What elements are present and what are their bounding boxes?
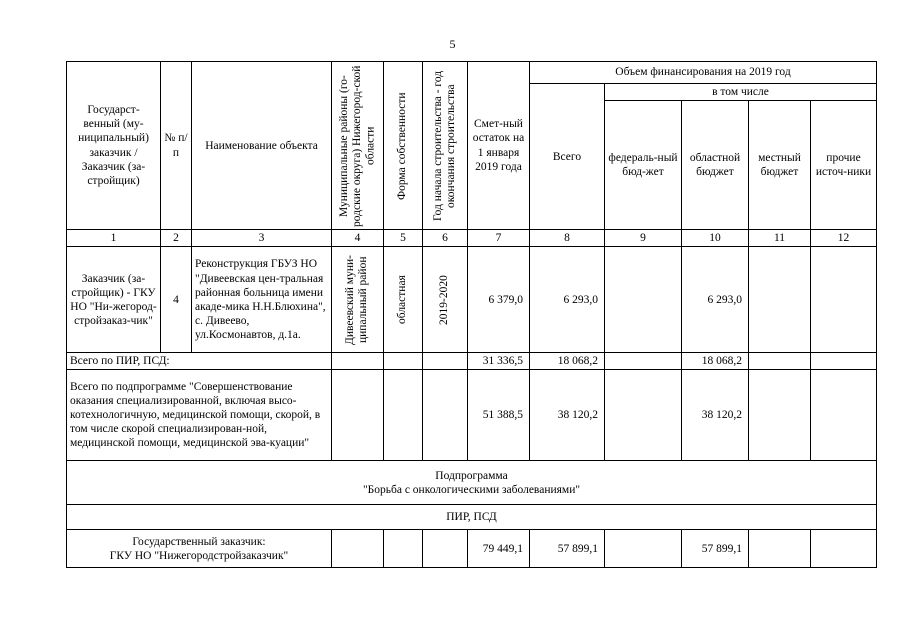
- col-num-7: 7: [468, 230, 530, 247]
- col-num-4: 4: [332, 230, 384, 247]
- state-customer-line1: Государственный заказчик:: [132, 535, 266, 548]
- total-subprogram-label: Всего по подпрограмме "Совершенствование оказания специализированной, включая высо-котехнологичную, медицинской помощи, скорой, в том числе скорой специализирован-ной, медицинской помощи, медицинской эва-куации": [67, 370, 332, 461]
- header-years: Год начала строительства - год окончания строительства: [431, 70, 457, 221]
- header-total: Всего: [530, 84, 605, 230]
- object-total: 6 293,0: [530, 247, 605, 353]
- object-np: 4: [161, 247, 192, 353]
- table-row-pir-header: [67, 505, 877, 530]
- total-pir-regional: 18 068,2: [682, 353, 749, 370]
- col-num-1: 1: [67, 230, 161, 247]
- object-years: 2019-2020: [438, 274, 451, 325]
- col-num-8: 8: [530, 230, 605, 247]
- header-customer: Государст-венный (му-ниципальный) заказчик / Заказчик (за-стройщик): [67, 62, 161, 230]
- object-ownership: областная: [396, 275, 409, 324]
- table-row-object: [67, 247, 877, 353]
- object-federal: [605, 247, 682, 353]
- col-num-10: 10: [682, 230, 749, 247]
- total-subprogram-remainder: 51 388,5: [468, 370, 530, 461]
- col-num-5: 5: [384, 230, 423, 247]
- state-customer-total: 57 899,1: [530, 530, 605, 568]
- col-num-12: 12: [811, 230, 877, 247]
- table-row-subprogram: [67, 461, 877, 505]
- total-subprogram-total: 38 120,2: [530, 370, 605, 461]
- header-municipal: Муниципальные районы (го-родские округа) Нижегород-ской области: [337, 64, 377, 227]
- page-number: 5: [449, 37, 456, 51]
- pir-header: ПИР, ПСД: [67, 505, 877, 530]
- total-pir-remainder: 31 336,5: [468, 353, 530, 370]
- object-regional: 6 293,0: [682, 247, 749, 353]
- state-customer-remainder: 79 449,1: [468, 530, 530, 568]
- header-financing: Объем финансирования на 2019 год: [530, 62, 877, 84]
- total-pir-label: Всего по ПИР, ПСД:: [67, 353, 332, 370]
- object-customer: Заказчик (за-стройщик) - ГКУ НО "Ни-жегород-стройзаказ-чик": [67, 247, 161, 353]
- header-other: прочие источ-ники: [811, 101, 877, 230]
- subprogram-line2: "Борьба с онкологическими заболеваниями": [362, 483, 581, 496]
- financing-table: [66, 61, 877, 568]
- header-object-name: Наименование объекта: [192, 62, 332, 230]
- object-other: [811, 247, 877, 353]
- total-pir-total: 18 068,2: [530, 353, 605, 370]
- header-including: в том числе: [605, 84, 877, 101]
- header-np: № п/п: [161, 62, 192, 230]
- object-name: Реконструкция ГБУЗ НО "Дивеевская цен-тральная районная больница имени акаде-мика Н.Н.Блюхина", с. Дивеево, ул.Космонавтов, д.1а.: [192, 247, 332, 353]
- subprogram-line1: Подпрограмма: [435, 469, 508, 482]
- table-row-total-pir: [67, 353, 877, 370]
- object-remainder: 6 379,0: [468, 247, 530, 353]
- col-num-9: 9: [605, 230, 682, 247]
- col-num-2: 2: [161, 230, 192, 247]
- state-customer-line2: ГКУ НО "Нижегородстройзаказчик": [109, 549, 289, 562]
- header-remainder: Смет-ный остаток на 1 января 2019 года: [468, 62, 530, 230]
- table-row-state-customer: [67, 530, 877, 568]
- header-local: местный бюджет: [749, 101, 811, 230]
- state-customer-regional: 57 899,1: [682, 530, 749, 568]
- table-row-total-subprogram: [67, 370, 877, 461]
- header-ownership: Форма собственности: [396, 91, 409, 200]
- col-num-11: 11: [749, 230, 811, 247]
- header-federal: федераль-ный бюд-жет: [605, 101, 682, 230]
- total-subprogram-regional: 38 120,2: [682, 370, 749, 461]
- object-municipal: Дивеевский муни-ципальный район: [344, 254, 370, 345]
- object-local: [749, 247, 811, 353]
- col-num-6: 6: [423, 230, 468, 247]
- col-num-3: 3: [192, 230, 332, 247]
- header-regional: областной бюджет: [682, 101, 749, 230]
